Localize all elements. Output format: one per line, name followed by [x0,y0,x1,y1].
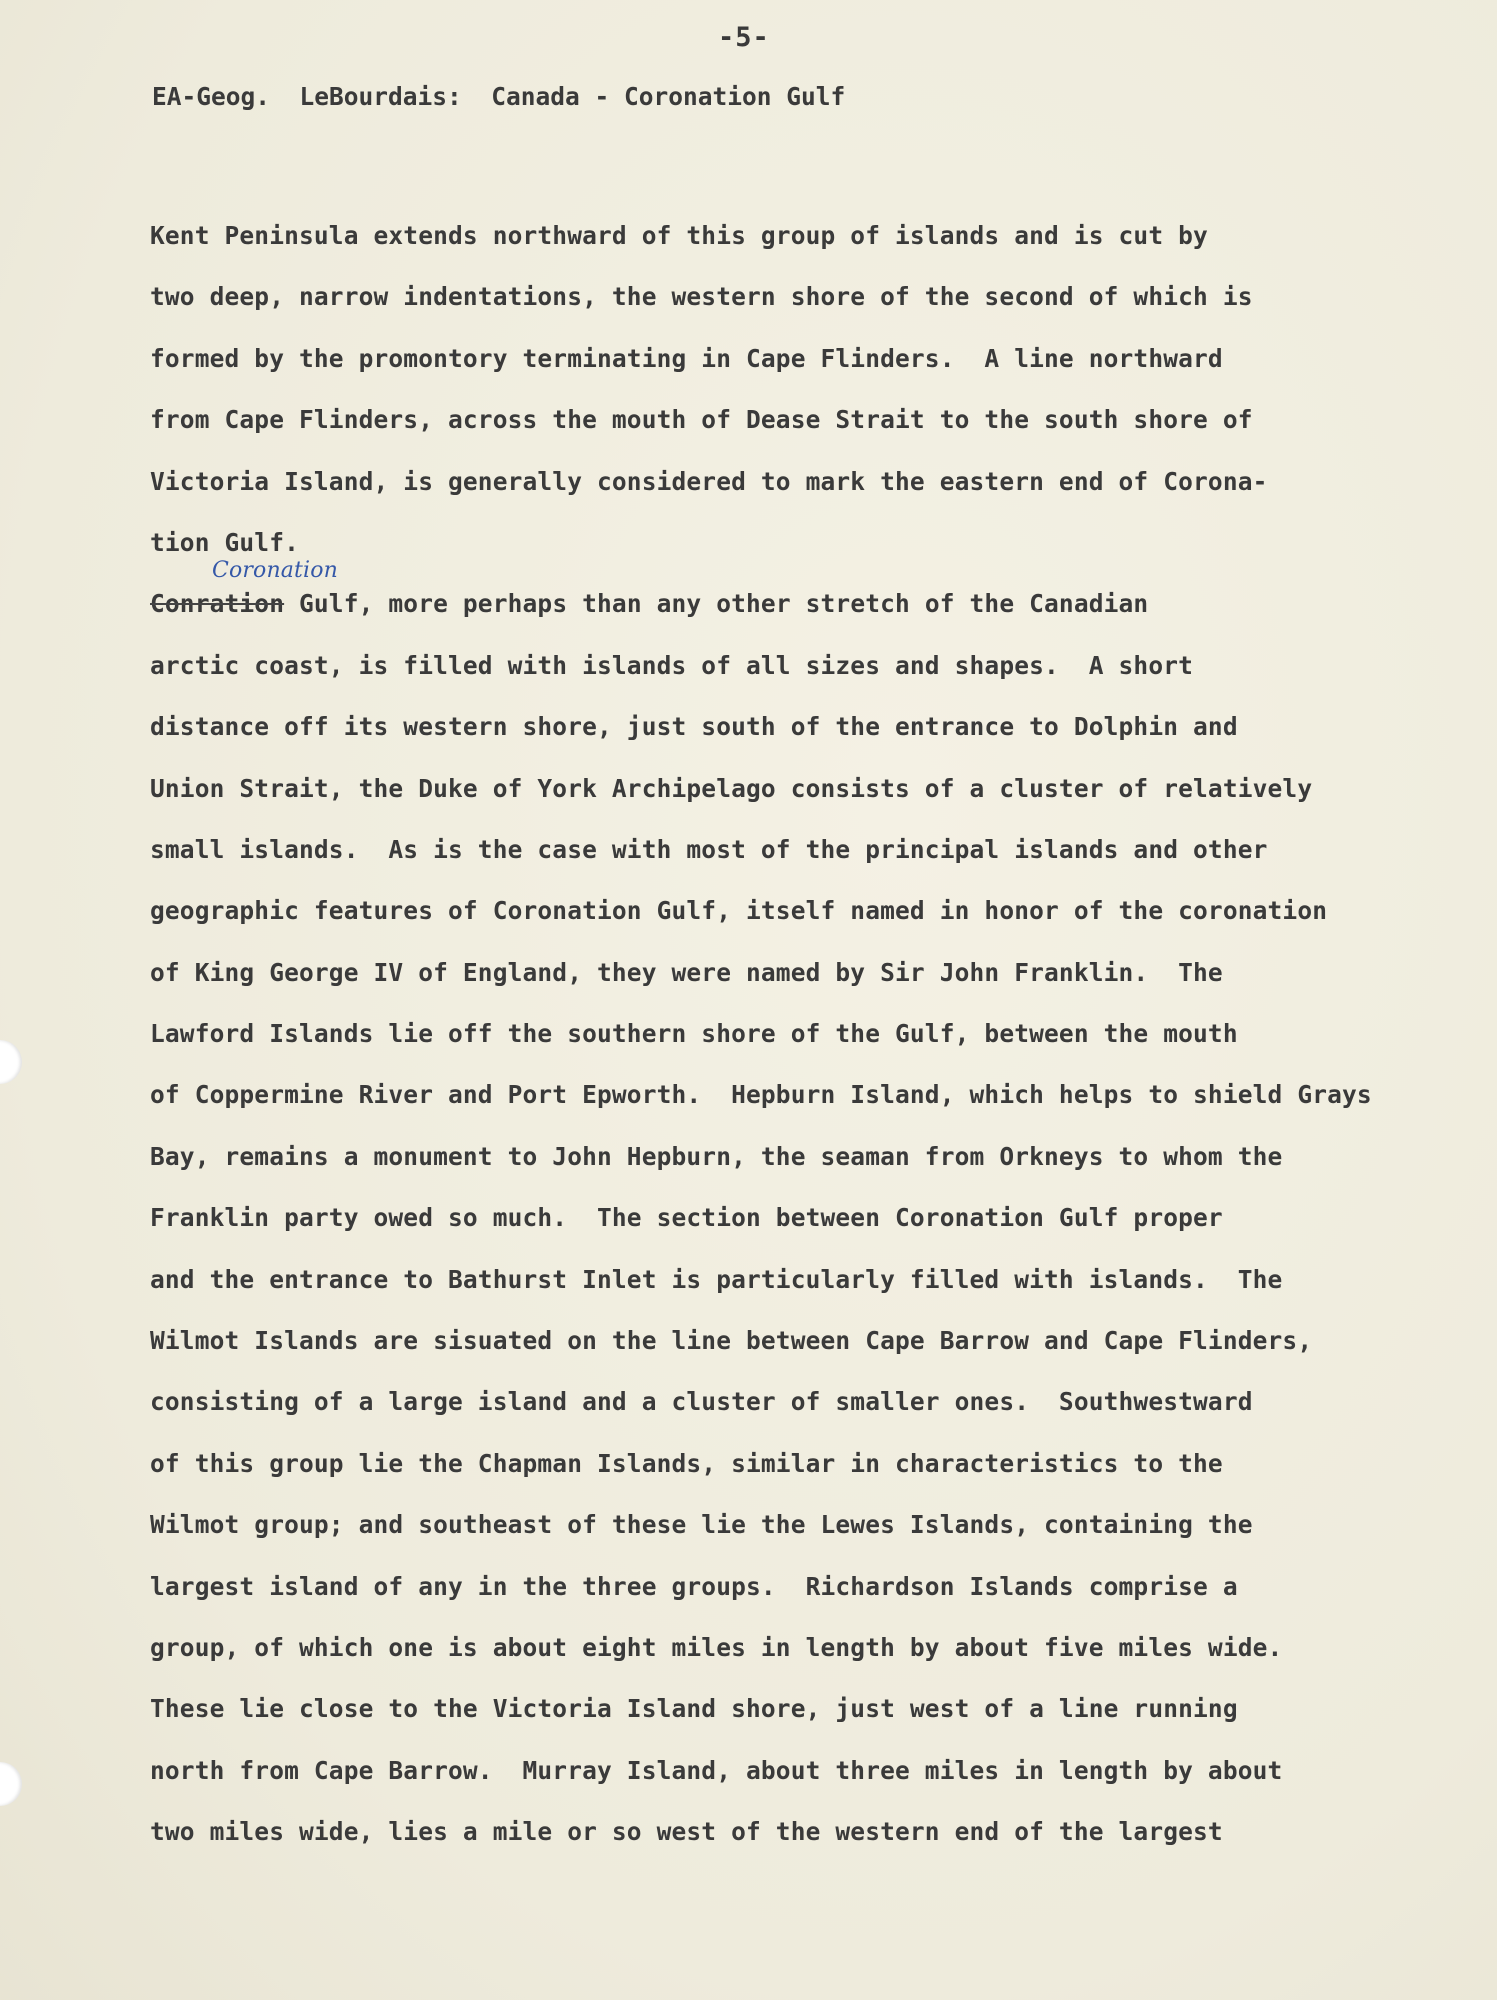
page-number: -5- [718,22,770,53]
text-line: two miles wide, lies a mile or so west of the western end of the largest [150,1817,1223,1847]
text-line: from Cape Flinders, across the mouth of Dease Strait to the south shore of [150,405,1253,435]
text-line-corrected [150,558,1372,634]
text-line: north from Cape Barrow. Murray Island, about three miles in length by about [150,1755,1283,1785]
text-fragment: Gulf, more perhaps than any other stretch of the Canadian [284,589,1149,619]
body-text [150,205,1372,1863]
text-line: distance off its western shore, just south of the entrance to Dolphin and [150,712,1238,742]
text-line: Union Strait, the Duke of York Archipelago consists of a cluster of relatively [150,773,1313,803]
text-line: group, of which one is about eight miles in length by about five miles wide. [150,1632,1283,1662]
text-line: Kent Peninsula extends northward of this group of islands and is cut by [150,221,1208,250]
page-header: EA-Geog. LeBourdais: Canada - Coronation Gulf [152,82,846,111]
text-line: small islands. As is the case with most of the principal islands and other [150,834,1268,864]
text-line: Wilmot group; and southeast of these lie the Lewes Islands, containing the [150,1510,1253,1540]
text-line: of King George IV of England, they were named by Sir John Franklin. The [150,957,1223,987]
text-line: consisting of a large island and a cluster of smaller ones. Southwestward [150,1387,1253,1417]
text-line: tion Gulf. [150,527,300,557]
text-line: Bay, remains a monument to John Hepburn, the seaman from Orkneys to whom the [150,1141,1283,1171]
text-line: Lawford Islands lie off the southern shore of the Gulf, between the mouth [150,1019,1238,1049]
text-line: largest island of any in the three groups. Richardson Islands comprise a [150,1571,1238,1601]
text-line: Victoria Island, is generally considered to mark the eastern end of Corona- [150,466,1268,496]
text-line: two deep, narrow indentations, the western shore of the second of which is [150,282,1253,312]
punch-hole [0,1762,22,1806]
text-line: geographic features of Coronation Gulf, itself named in honor of the coronation [150,896,1328,926]
text-line: formed by the promontory terminating in Cape Flinders. A line northward [150,343,1223,373]
struck-word: Conration [150,589,285,619]
handwritten-correction: Coronation [212,558,338,584]
text-line: These lie close to the Victoria Island shore, just west of a line running [150,1694,1238,1724]
text-line: of this group lie the Chapman Islands, similar in characteristics to the [150,1448,1223,1478]
text-line: of Coppermine River and Port Epworth. Hepburn Island, which helps to shield Grays [150,1080,1372,1110]
punch-hole [0,1040,22,1084]
text-line: and the entrance to Bathurst Inlet is particularly filled with islands. The [150,1264,1283,1294]
text-line: Wilmot Islands are sisuated on the line between Cape Barrow and Cape Flinders, [150,1326,1313,1356]
text-line: arctic coast, is filled with islands of all sizes and shapes. A short [150,650,1194,680]
text-line: Franklin party owed so much. The section between Coronation Gulf proper [150,1203,1223,1233]
